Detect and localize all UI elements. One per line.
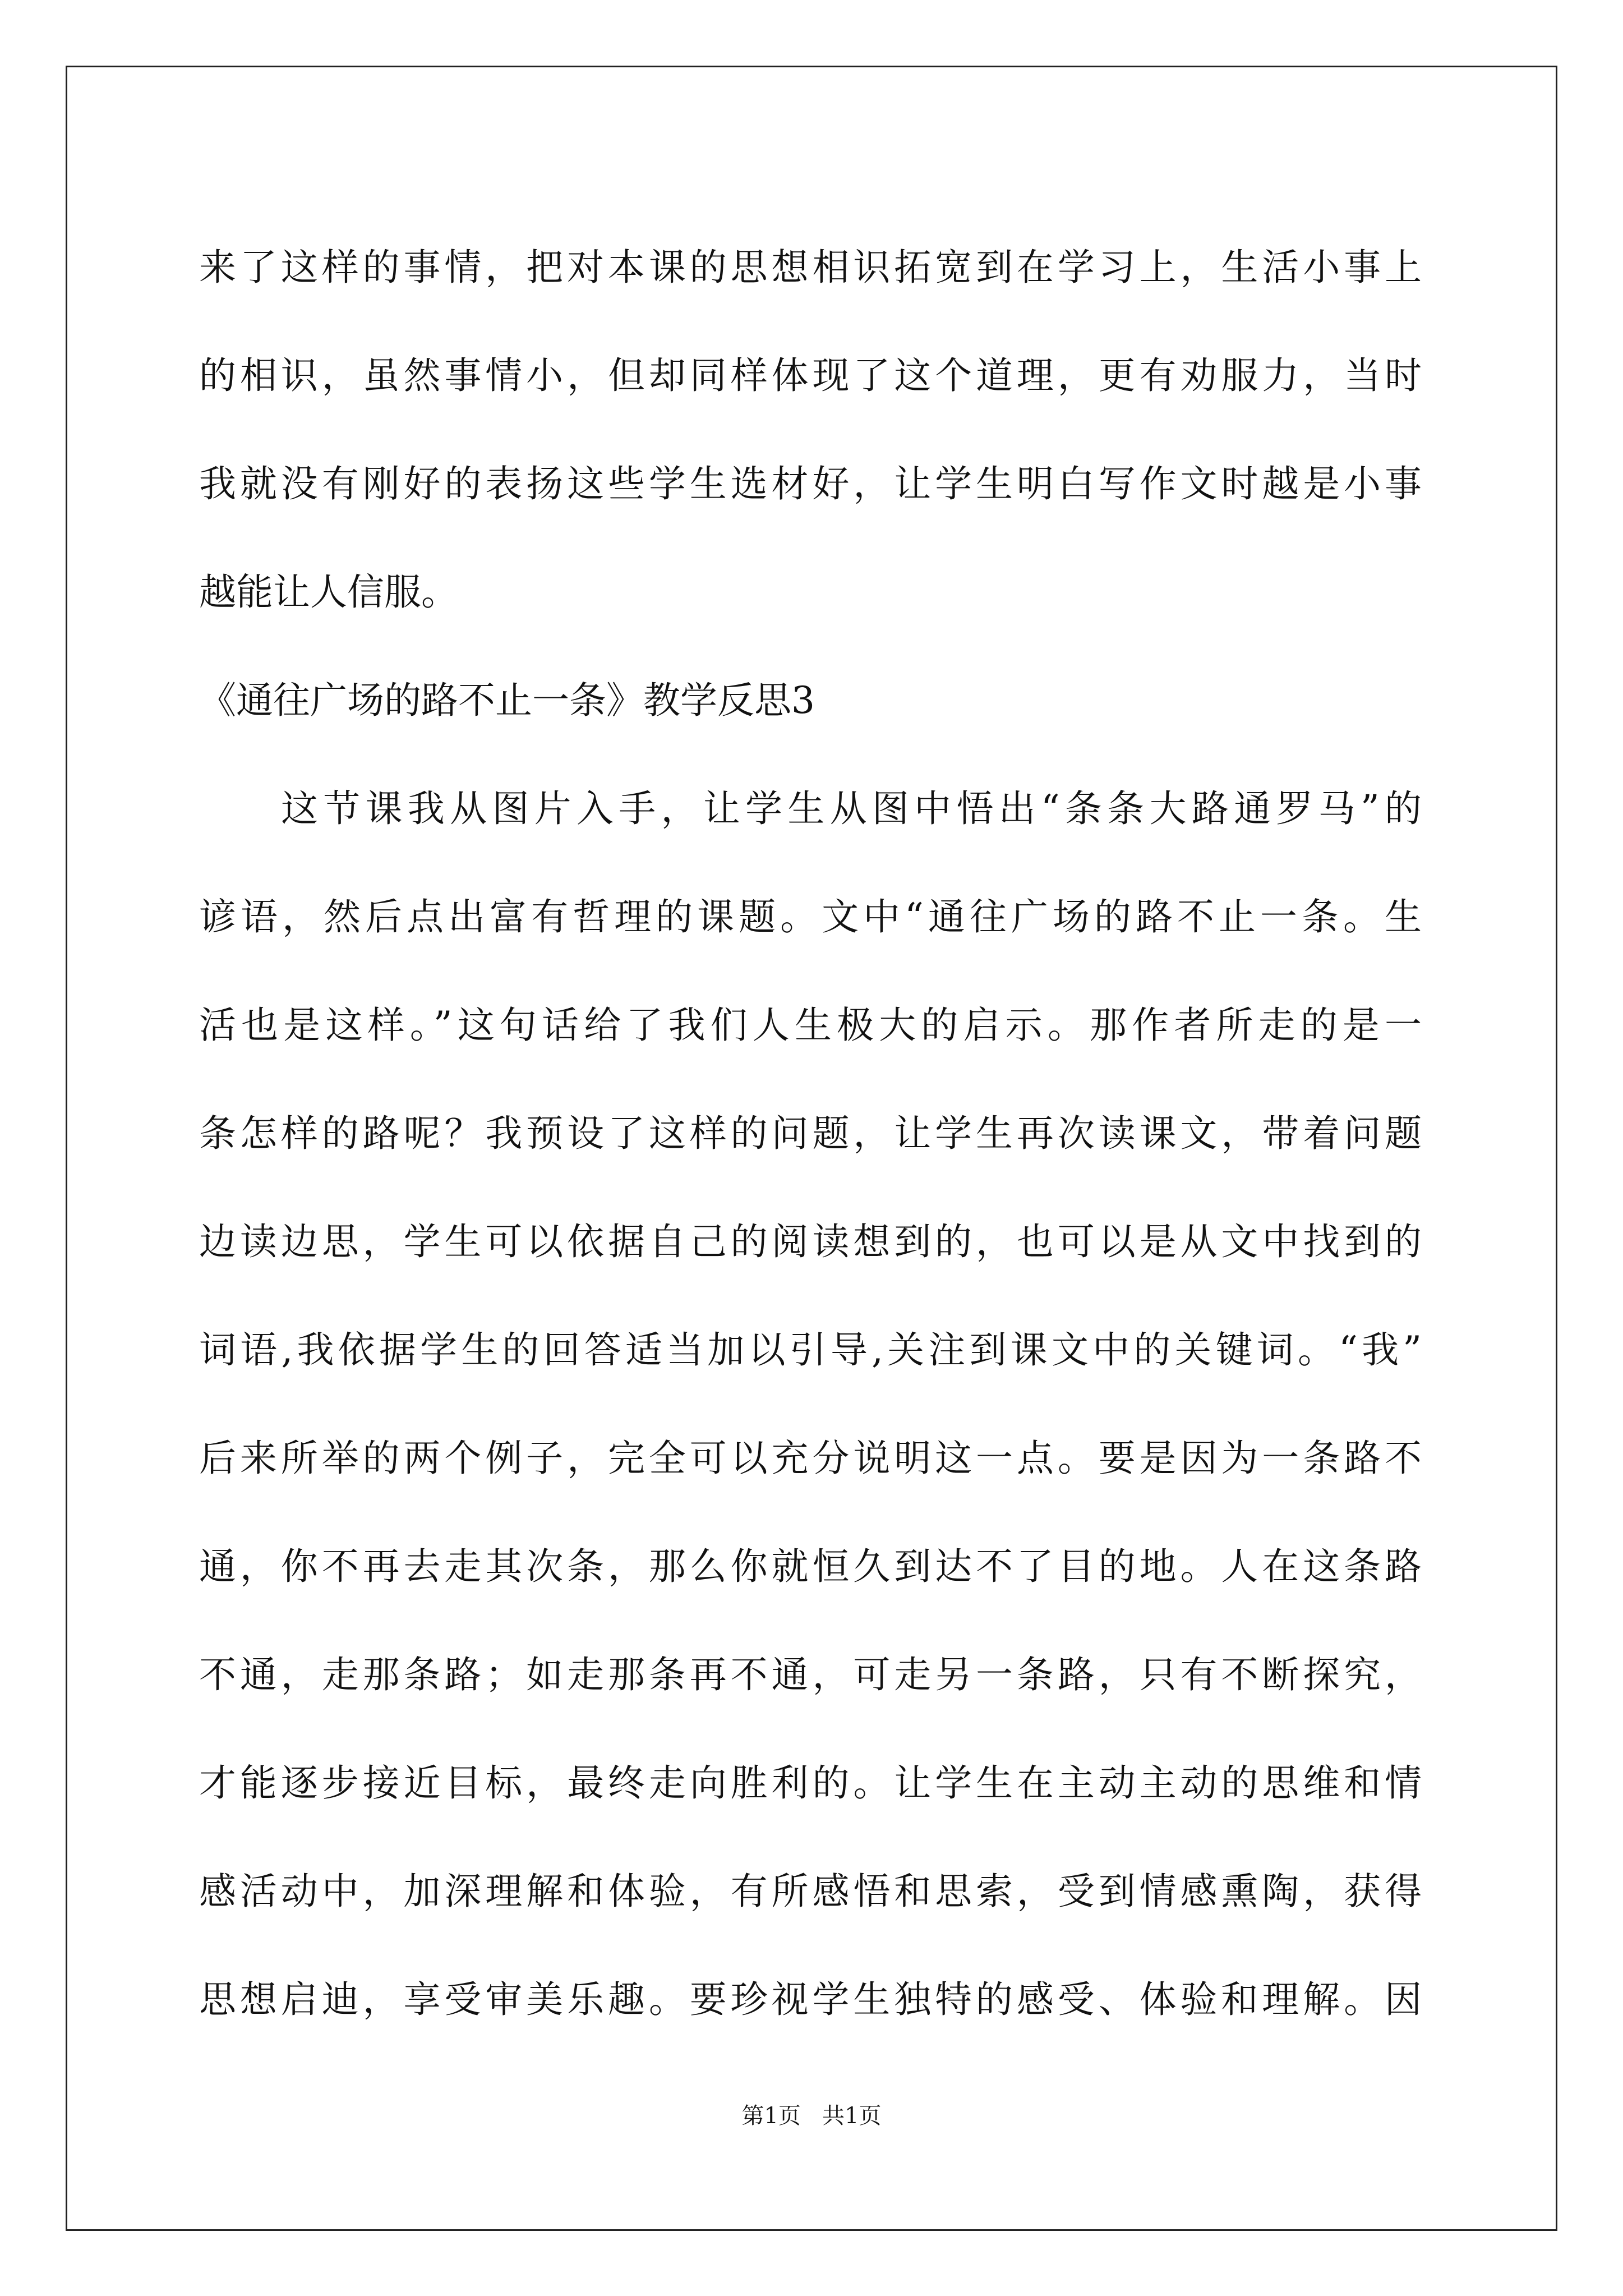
paragraph-2-line-1: 这节课我从图片入手，让学生从图中悟出“条条大路通罗马”的 xyxy=(281,787,1422,830)
paragraph-1-line-2: 的相识，虽然事情小，但却同样体现了这个道理，更有劝服力，当时 xyxy=(199,354,1422,397)
paragraph-2-line-4: 条怎样的路呢？我预设了这样的问题，让学生再次读课文，带着问题 xyxy=(199,1112,1422,1155)
paragraph-1-line-1: 来了这样的事情，把对本课的思想相识拓宽到在学习上，生活小事上 xyxy=(199,246,1422,289)
document-body xyxy=(199,213,1422,2054)
paragraph-2-line-7: 后来所举的两个例子，完全可以充分说明这一点。要是因为一条路不 xyxy=(199,1437,1422,1480)
paragraph-2-line-9: 不通，走那条路；如走那条再不通，可走另一条路，只有不断探究， xyxy=(199,1653,1422,1696)
paragraph-2-line-3: 活也是这样。”这句话给了我们人生极大的启示。那作者所走的是一 xyxy=(199,1004,1422,1047)
section-title: 《通往广场的路不止一条》教学反思3 xyxy=(199,679,815,722)
paragraph-2-line-11: 感活动中，加深理解和体验，有所感悟和思索，受到情感熏陶，获得 xyxy=(199,1870,1422,1913)
paragraph-2-line-2: 谚语，然后点出富有哲理的课题。文中“通往广场的路不止一条。生 xyxy=(199,895,1422,938)
paragraph-2-line-12: 思想启迪，享受审美乐趣。要珍视学生独特的感受、体验和理解。因 xyxy=(199,1978,1422,2021)
paragraph-1-line-3: 我就没有刚好的表扬这些学生选材好，让学生明白写作文时越是小事 xyxy=(199,462,1422,505)
paragraph-2-line-8: 通，你不再去走其次条，那么你就恒久到达不了目的地。人在这条路 xyxy=(199,1545,1422,1588)
paragraph-2-line-5: 边读边思，学生可以依据自己的阅读想到的，也可以是从文中找到的 xyxy=(199,1220,1422,1263)
paragraph-1-line-4: 越能让人信服。 xyxy=(199,570,458,614)
paragraph-2-line-6: 词语,我依据学生的回答适当加以引导,关注到课文中的关键词。“我” xyxy=(199,1328,1422,1372)
paragraph-2-line-10: 才能逐步接近目标，最终走向胜利的。让学生在主动主动的思维和情 xyxy=(199,1761,1422,1805)
page-footer: 第1页 共1页 xyxy=(741,2103,882,2129)
